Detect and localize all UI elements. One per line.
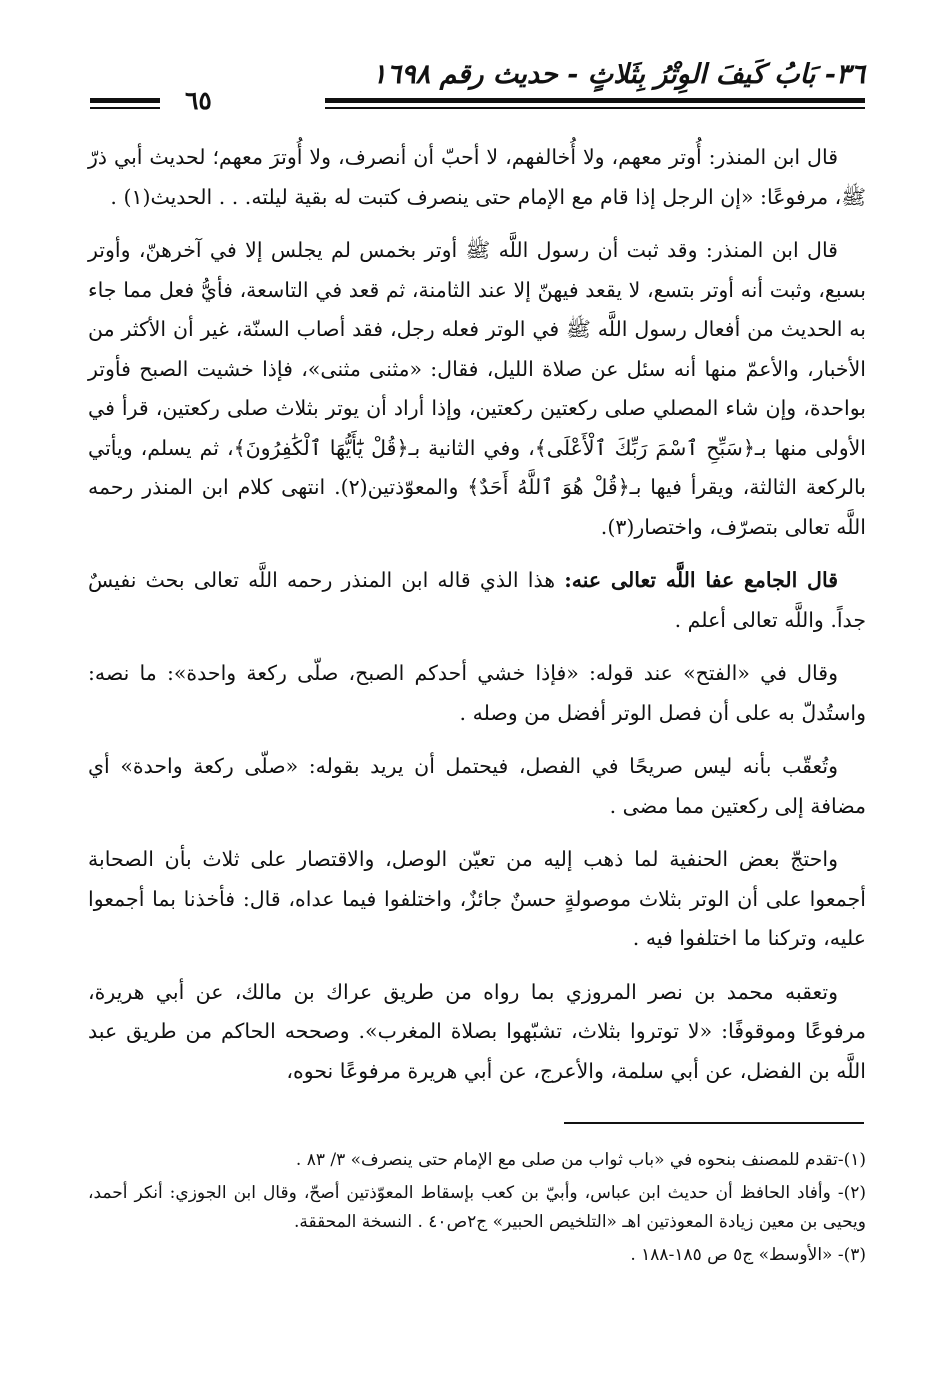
paragraph-text: وقال في «الفتح» عند قوله: «فإذا خشي أحدكم الصبح، صلّى ركعة واحدة»: ما نصه: واستُدلّ به على أن فصل الوتر أفضل من وصله . — [88, 661, 866, 725]
chapter-title: ٣٦- بَابُ كَيفَ الوِتْرُ بِثَلاثٍ - حديث رقم ١٦٩٨ — [372, 59, 865, 90]
paragraph — [88, 654, 866, 733]
paragraph-text: واحتجّ بعض الحنفية لما ذهب إليه من تعيّن الوصل، والاقتصار على ثلاث بأن الصحابة أجمعوا على أن الوتر بثلاث موصولةٍ حسنٌ جائزٌ، واختلفوا فيما عداه، قال: فأخذنا بما أجمعوا عليه، وتركنا ما اختلفوا فيه . — [88, 847, 866, 950]
header-rule-right-thick — [325, 98, 865, 103]
paragraph — [88, 973, 866, 1092]
paragraph — [88, 231, 866, 547]
footnote: (٣)- «الأوسط» ج٥ ص ١٨٥-١٨٨ . — [630, 1245, 866, 1265]
paragraph-text: قال ابن المنذر: أُوتر معهم، ولا أُخالفهم، لا أحبّ أن أنصرف، ولا أُوترَ معهم؛ لحديث أبي ذرّ ﷺ، مرفوعًا: «إن الرجل إذا قام مع الإمام حتى ينصرف كتبت له بقية ليلته. . . الحديث(١) . — [88, 145, 866, 209]
paragraph — [88, 561, 866, 640]
page-number: ٦٥ — [185, 86, 212, 115]
footnote: (١)-تقدم للمصنف بنحوه في «باب ثواب من صلى مع الإمام حتى ينصرف» ٣/ ٨٣ . — [295, 1150, 866, 1170]
paragraph — [88, 138, 866, 217]
paragraph — [88, 840, 866, 959]
paragraph-text: هذا الذي قاله ابن المنذر رحمه اللَّه تعالى بحث نفيسٌ جداً. واللَّه تعالى أعلم . — [88, 568, 866, 632]
footnotes — [88, 1146, 866, 1274]
page-header — [90, 58, 865, 120]
paragraph-text: قال ابن المنذر: وقد ثبت أن رسول اللَّه ﷺ أوتر بخمس لم يجلس إلا في آخرهنّ، وأوتر بسبع، وثبت أنه أوتر بتسع، لا يقعد فيهنّ إلا عند الثامنة، ثم قعد في التاسعة، فأيُّ فعل مما جاء به الحديث من أفعال رسول اللَّه ﷺ في الوتر فعله رجل، فقد أصاب السنّة، غير أن الأكثر من الأخبار، والأعمّ منها أنه سئل عن صلاة الليل، فقال: «مثنى مثنى»، فإذا خشيت الصبح فأوتر بواحدة، وإن شاء المصلي صلى ركعتين ركعتين، وإذا أراد أن يوتر بثلاث صلى ركعتين، قرأ في الأولى منها بـ﴿سَبِّحِ ٱسْمَ رَبِّكَ ٱلْأَعْلَى﴾، وفي الثانية بـ﴿قُلْ يَٰٓأَيُّهَا ٱلْكَٰفِرُونَ﴾، ثم يسلم، ويأتي بالركعة الثالثة، ويقرأ فيها بـ﴿قُلْ هُوَ ٱللَّهُ أَحَدٌ﴾ والمعوّذتين(٢). انتهى كلام ابن المنذر رحمه اللَّه تعالى بتصرّف، واختصار(٣). — [88, 238, 866, 539]
paragraph-text: وتعقبه محمد بن نصر المروزي بما رواه من طريق عراك بن مالك، عن أبي هريرة، مرفوعًا وموقوفًا: «لا توتروا بثلاث، تشبّهوا بصلاة المغرب». وصححه الحاكم من طريق عبد اللَّه بن الفضل، عن أبي سلمة، والأعرج، عن أبي هريرة مرفوعًا نحوه، — [88, 979, 866, 1083]
header-rule-left-thin — [90, 107, 160, 109]
main-text — [88, 138, 866, 1105]
footnote: (٢)- وأفاد الحافظ أن حديث ابن عباس، وأبيّ بن كعب بإسقاط المعوّذتين أصحّ، وقال ابن الجوزي: أنكر أحمد، ويحيى بن معين زيادة المعوذتين اهـ «التلخيص الحبير» ج٢ص٤٠ . النسخة المحققة. — [88, 1183, 866, 1232]
paragraph-lead: قال الجامع عفا اللَّه تعالى عنه: — [564, 568, 838, 592]
paragraph — [88, 747, 866, 826]
header-rule-left-thick — [90, 98, 160, 103]
footnote-separator — [564, 1122, 864, 1124]
header-rule-right-thin — [325, 107, 865, 109]
paragraph-text: وتُعقّب بأنه ليس صريحًا في الفصل، فيحتمل أن يريد بقوله: «صلّى ركعة واحدة» أي مضافة إلى ركعتين مما مضى . — [88, 754, 866, 818]
